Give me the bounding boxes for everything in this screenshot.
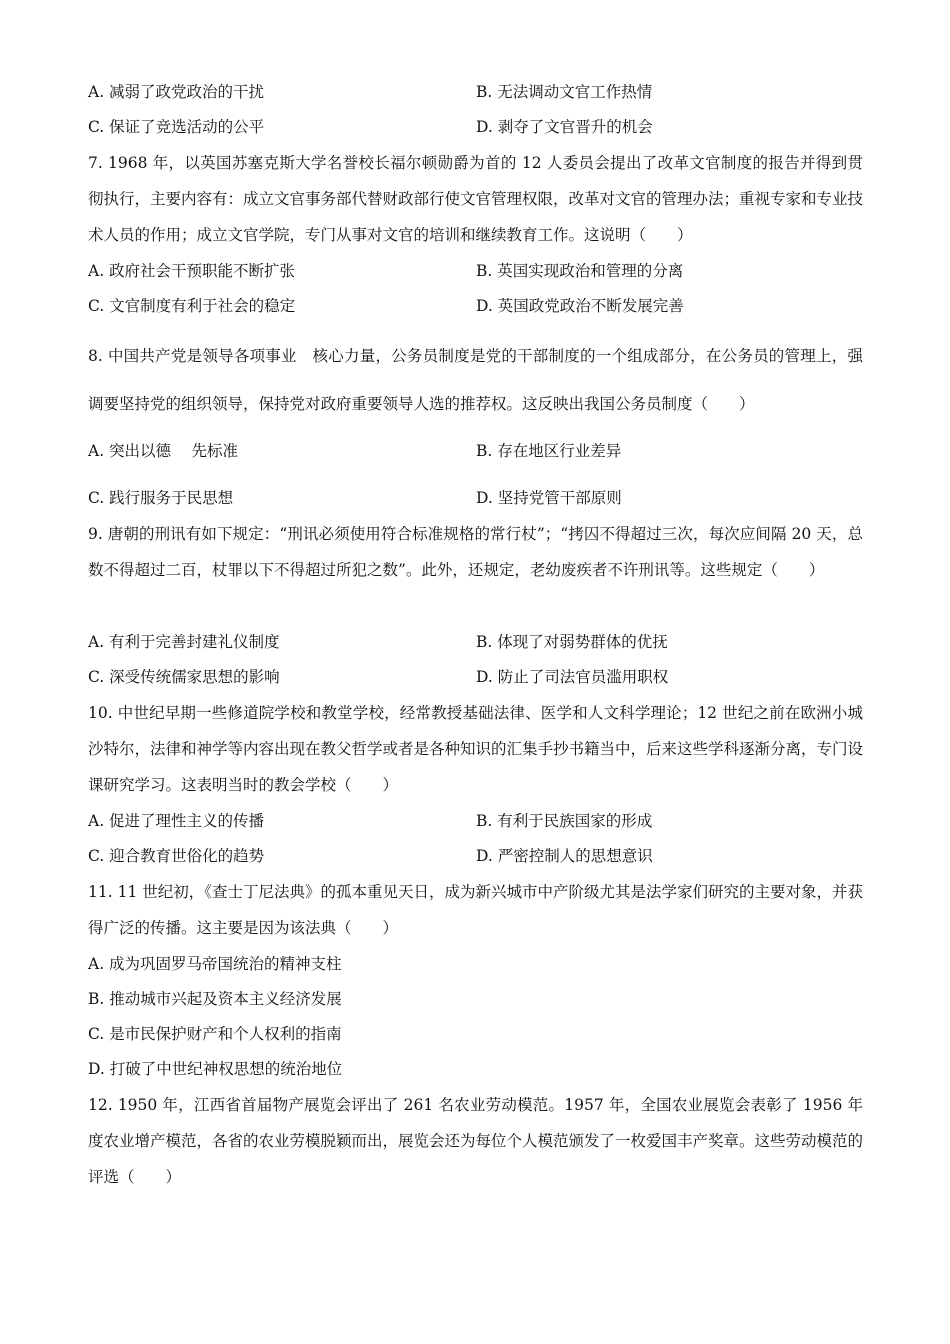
q6-option-b: B. 无法调动文官工作热情 <box>476 83 653 101</box>
q10-option-c: C. 迎合教育世俗化的趋势 <box>88 847 265 865</box>
q6-option-c: C. 保证了竞选活动的公平 <box>88 118 265 136</box>
q9-stem: 9. 唐朝的刑讯有如下规定：“刑讯必须使用符合标准规格的常行杖”；“拷囚不得超过三次，每次应间隔 20 天，总数不得超过二百，杖罪以下不得超过所犯之数”。此外，还规定，老幼废疾者不许刑讯等。这些规定（ ） <box>88 525 863 579</box>
q6-option-a: A. 减弱了政党政治的干扰 <box>88 83 265 101</box>
q11-option-c: C. 是市民保护财产和个人权利的指南 <box>88 1025 342 1043</box>
q7-stem: 7. 1968 年，以英国苏塞克斯大学名誉校长福尔顿勋爵为首的 12 人委员会提出了改革文官制度的报告并得到贯彻执行，主要内容有：成立文官事务部代替财政部行使文官管理权限，改革对文官的管理办法；重视专家和专业技术人员的作用；成立文官学院，专门从事对文官的培训和继续教育工作。这说明（ ） <box>88 154 864 244</box>
q12-stem: 12. 1950 年，江西省首届物产展览会评出了 261 名农业劳动模范。1957 年，全国农业展览会表彰了 1956 年度农业增产模范，各省的农业劳模脱颖而出，展览会还为每位个人模范颁发了一枚爱国丰产奖章。这些劳动模范的评选（ ） <box>88 1096 864 1186</box>
q6-option-d: D. 剥夺了文官晋升的机会 <box>476 118 653 136</box>
q7-option-c: C. 文官制度有利于社会的稳定 <box>88 297 296 315</box>
q8-option-a: A. 突出以德 先标准 <box>88 442 238 460</box>
q8-option-d: D. 坚持党管干部原则 <box>476 489 622 507</box>
q11-option-b: B. 推动城市兴起及资本主义经济发展 <box>88 990 342 1008</box>
q10-option-a: A. 促进了理性主义的传播 <box>88 812 265 830</box>
q7-option-a: A. 政府社会干预职能不断扩张 <box>88 262 296 280</box>
q8-option-b: B. 存在地区行业差异 <box>476 442 622 460</box>
q11-option-d: D. 打破了中世纪神权思想的统治地位 <box>88 1060 343 1078</box>
q8-stem: 8. 中国共产党是领导各项事业 核心力量，公务员制度是党的干部制度的一个组成部分，在公务员的管理上，强调要坚持党的组织领导，保持党对政府重要领导人选的推荐权。这反映出我国公务员制度（ ） <box>88 347 863 413</box>
q7-option-b: B. 英国实现政治和管理的分离 <box>476 262 684 280</box>
q11-option-a: A. 成为巩固罗马帝国统治的精神支柱 <box>88 955 342 973</box>
q10-option-d: D. 严密控制人的思想意识 <box>476 847 653 865</box>
q9-option-a: A. 有利于完善封建礼仪制度 <box>88 633 280 651</box>
q8-option-c: C. 践行服务于民思想 <box>88 489 234 507</box>
q10-stem: 10. 中世纪早期一些修道院学校和教堂学校，经常教授基础法律、医学和人文科学理论；12 世纪之前在欧洲小城沙特尔，法律和神学等内容出现在教父哲学或者是各种知识的汇集手抄书籍当中，后来这些学科逐渐分离，专门设课研究学习。这表明当时的教会学校（ ） <box>88 704 864 794</box>
q9-option-d: D. 防止了司法官员滥用职权 <box>476 668 669 686</box>
q10-option-b: B. 有利于民族国家的形成 <box>476 812 653 830</box>
q9-option-b: B. 体现了对弱势群体的优抚 <box>476 633 668 651</box>
q9-option-c: C. 深受传统儒家思想的影响 <box>88 668 280 686</box>
q7-option-d: D. 英国政党政治不断发展完善 <box>476 297 684 315</box>
q11-stem: 11. 11 世纪初，《查士丁尼法典》的孤本重见天日，成为新兴城市中产阶级尤其是法学家们研究的主要对象，并获得广泛的传播。这主要是因为该法典（ ） <box>88 883 863 937</box>
